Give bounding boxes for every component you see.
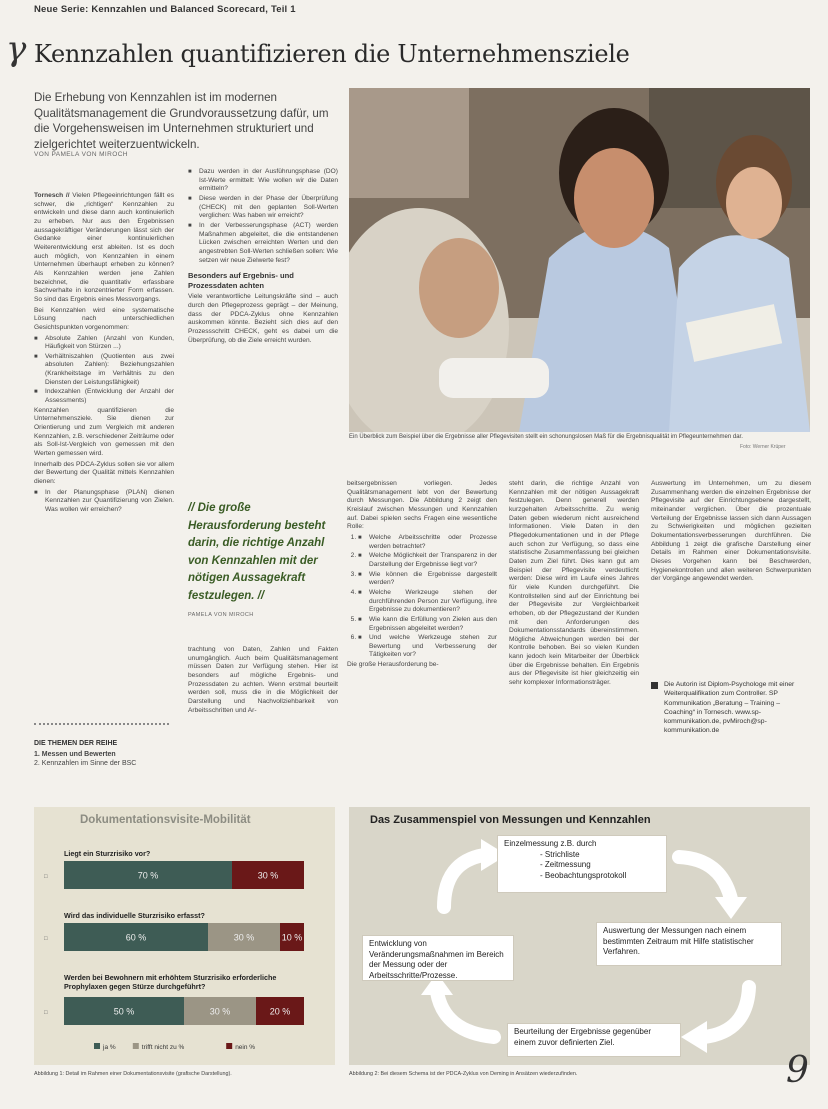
- diagram-title: Das Zusammenspiel von Messungen und Kennzahlen: [370, 814, 651, 826]
- col2b-paragraph: trachtung von Daten, Zahlen und Fakten unumgänglich. Auch beim Qualitätsmanagement müssen Daten zur Verfügung stehen. Hier ist besonders auf mögliche Ergebnis- und Prozessdaten zu achten. Wenn erstmal beurteilt werden soll, muss die in die Möglichkeit der Darstellung und Nachvollziehbarkeit von Arbeitsschritten und Ar-: [188, 646, 338, 714]
- article-column-2b: [188, 646, 338, 717]
- list-item: ■ Indexzahlen (Entwicklung der Anzahl der Assessments): [34, 388, 174, 405]
- category-label: Werden bei Bewohnern mit erhöhtem Sturzrisiko erforderliche Prophylaxen gegen Stürze durchgeführt?: [64, 973, 277, 991]
- photo-credit: Foto: Werner Krüper: [740, 444, 786, 450]
- arrow-head-bottom-right: [681, 1021, 707, 1053]
- list-item: ■ Verhältniszahlen (Quotienten aus zwei absoluten Zahlen): Beziehungszahlen (Krankheitstage im Verhältnis zu den Diensten der Leistungsfähigkeit): [34, 353, 174, 388]
- arrow-bottom-left: [437, 992, 494, 1037]
- figure-1-caption: Abbildung 1: Detail im Rahmen einer Dokumentationsvisite (grafische Darstellung).: [34, 1071, 232, 1077]
- col2-paragraph-1: Viele verantwortliche Leitungskräfte sind – auch durch den Pflegeprozess geprägt – der Meinung, dass der PDCA-Zyklus ohne Kennzahlen auskommen könnte. Bezieht sich dies auf den Prozessschritt CHECK, geht es dabei um die Überprüfung, ob die Ziele erreicht wurden.: [188, 293, 338, 344]
- row-marker: □: [44, 874, 48, 880]
- col5-paragraph: Auswertung im Unternehmen, um zu diesem Zusammenhang werden die einzelnen Ergebnisse der Pflegevisite auf der Einrichtungsebene dargestellt, miteinander verglichen. Über die prozentuale Verteilung der Ergebnisse lassen sich dann Aussagen zu Schwierigkeiten und möglichen gezielten Dokumentationsverbesserungen durchführen. Die Abbildung 1 zeigt die grafische Darstellung einer Details im Rahmen einer Dokumentationsvisite. Dieses Vorgehen kann bei Beschwerden, Hygienekontrollen und allen weiteren Schwerpunkten der Vorgänge angewendet werden.: [651, 480, 811, 583]
- arrow-bottom-right: [704, 987, 749, 1037]
- list-item: ■ 2. Welche Möglichkeit der Transparenz in der Darstellung der Ergebnisse liegt vor?: [358, 552, 497, 569]
- series-item-1: 1. Messen und Bewerten: [34, 751, 116, 758]
- author-info: Die Autorin ist Diplom-Psychologe mit einer Weiterqualifikation zum Controller. SP Kommunikation „Beratung – Training – Coaching“ in Tornesch. www.sp-kommunikation.de, pvMiroch@sp-kommunikation.de: [664, 681, 795, 735]
- measurement-item: - Strichliste: [540, 849, 580, 859]
- dateline: Tornesch //: [34, 192, 70, 199]
- list-item: ■ 1. Welche Arbeitsschritte oder Prozesse werden betrachtet?: [358, 534, 497, 551]
- list-item: ■ 4. Welche Werkzeuge stehen der durchführenden Person zur Verfügung, ihre Ergebnisse zu dokumentieren?: [358, 589, 497, 615]
- list-item: ■ 3. Wie können die Ergebnisse dargestellt werden?: [358, 571, 497, 588]
- legend-label: trifft nicht zu %: [141, 1044, 185, 1051]
- series-label: Neue Serie: Kennzahlen und Balanced Scorecard, Teil 1: [34, 4, 296, 15]
- legend-label: nein %: [235, 1044, 256, 1051]
- bar-value-label: 70 %: [137, 870, 159, 881]
- col1-paragraph-2: Bei Kennzahlen wird eine systematische Lösung nach unterschiedlichen Gesichtspunkten vorgenommen:: [34, 306, 174, 331]
- list-item: ■ 6. Und welche Werkzeuge stehen zur Bewertung und Verbesserung der Tätigkeiten vor?: [358, 634, 497, 660]
- bar-value-label: 10 %: [281, 932, 303, 943]
- legend-swatch: [133, 1043, 139, 1049]
- figure-2-caption: Abbildung 2: Bei diesem Schema ist der PDCA-Zyklus von Deming in Ansätzen wiederzufinden.: [349, 1071, 578, 1077]
- bar-value-label: 30 %: [257, 870, 279, 881]
- bar-value-label: 20 %: [269, 1006, 291, 1017]
- photo-illustration: [349, 88, 810, 432]
- list-item: ■ In der Verbesserungsphase (ACT) werden Maßnahmen abgeleitet, die die entstandenen Lücken zwischen erreichten Werten und den angestrebten Soll-Werten schließen sollen: Wie setzen wir neue Zielwerte fest?: [188, 222, 338, 265]
- headline: Kennzahlen quantifizieren die Unternehmensziele: [34, 40, 630, 68]
- page-number: 9: [786, 1050, 809, 1091]
- col3-paragraph-1: beitsergebnissen vorliegen. Jedes Qualitätsmanagement lebt von der Bewertung durch Messungen. Die Abbildung 2 zeigt den Kreislauf zwischen Messungen und Kennzahlen auf. Dabei spielen sechs Fragen eine wesentliche Rolle:: [347, 480, 497, 531]
- col1-paragraph-4: Innerhalb des PDCA-Zyklus sollen sie vor allem der Bewertung der Qualität mittels Kennzahlen dienen:: [34, 460, 174, 485]
- list-item: ■ In der Planungsphase (PLAN) dienen Kennzahlen zur Quantifizierung von Zielen. Was wollen wir erreichen?: [34, 489, 174, 515]
- bar-value-label: 50 %: [113, 1006, 135, 1017]
- article-column-3: [347, 480, 497, 672]
- arrow-head-top-right: [715, 897, 747, 919]
- col1-paragraph-1: Vielen Pflegeeinrichtungen fällt es schwer, die „richtigen“ Kennzahlen zu entwickeln und diese dann auch kontinuierlich zu erheben. Nur aus den Ergebnissen aussagekräftiger Veränderungen lässt sich der Gedanke einer kontinuierlichen Weiterentwicklung erst ableiten. Ist es doch auch möglich, von Kennzahlen in einem Unternehmen überhaupt erheben zu können? Als Kennzahlen werden jene Zahlen bezeichnet, die quantitativ erfassbare Sachverhalte in konzentrierter Form erfassen. So sind das Ergebnis eines Messvorgangs.: [34, 192, 175, 303]
- chart-title: Dokumentationsvisite-Mobilität: [80, 814, 251, 826]
- handwritten-mark: γ: [6, 29, 27, 69]
- bar-value-label: 30 %: [233, 932, 255, 943]
- box-improvement: Entwicklung von Veränderungsmaßnahmen im Bereich der Messung oder der Arbeitsschritte/Prozesse.: [362, 935, 514, 981]
- photo-nurses: [349, 88, 810, 432]
- row-marker: □: [44, 1010, 48, 1016]
- subheading: Besonders auf Ergebnis- und Prozessdaten achten: [188, 271, 294, 290]
- measurement-item: - Zeitmessung: [540, 860, 591, 869]
- pull-quote-source: PAMELA VON MIROCH: [188, 612, 254, 618]
- list-item: ■ 5. Wie kann die Erfüllung von Zielen aus den Ergebnissen abgeleitet werden?: [358, 616, 497, 633]
- photo-caption: Ein Überblick zum Beispiel über die Ergebnisse aller Pflegevisiten stellt ein schonungslosen Maß für die Ergebnisqualität im Pflegeunternehmen dar.: [349, 434, 743, 440]
- article-column-4: [509, 480, 639, 690]
- col4-paragraph: steht darin, die richtige Anzahl von Kennzahlen mit der nötigen Aussagekraft festzulegen. Denn generell werden kurzgehalten Arbeitsschritte. Zu wenig Daten geben wiederum nicht ausreichend Informationen. Viele Daten in den Pflegedokumentationen und in der Pflege auch schon zur Verfügung, so dass eine statistische Zusammenfassung bei gleichen Daten zum Ziel führt. Dies kann gut am Beispiel der Pflegevisite verdeutlicht werden: Diese wird im Laufe eines Jahres für viele Kunden durchgeführt. Die Kontrollstellen sind auf der Einrichtung bei der Pflegevisite zur Vergleichbarkeit erhoben, ob der Pflegezustand der Kunden mit den Anforderungen des Dokumentationsstandards übereinstimmen. Mögliche Abweichungen werden bei der Kontrolle behoben. Bei so vielen Kunden kann jedoch kein Mitarbeiter der Überblick über die Ergebnisse behalten. Ein Ergebnis aus der Pflegevisite ist hier gleichzeitig ein sehr komplexer Informationsträger.: [509, 480, 639, 687]
- legend-swatch: [94, 1043, 100, 1049]
- pdca-list-start: [34, 489, 174, 515]
- list-item: ■ Diese werden in der Phase der Überprüfung (CHECK) mit den geplanten Soll-Werten verglichen: Was haben wir erreicht?: [188, 195, 338, 221]
- pull-quote: // Die große Herausforderung besteht darin, die richtige Anzahl von Kennzahlen mit der nötigen Aussagekraft festzulegen. //: [188, 502, 326, 602]
- col1-paragraph-3: Kennzahlen quantifizieren die Unternehmensziele. Sie dienen zur Orientierung und zum Vergleich mit anderen Kennzahlen, z.B. verschiedener Zeiträume oder als Soll-Ist-Vergleich von gemessen mit den Werten gemessen wird.: [34, 406, 174, 458]
- arrow-top-left: [444, 855, 484, 907]
- bar-value-label: 60 %: [125, 932, 147, 943]
- list-item: ■ Dazu werden in der Ausführungsphase (DO) Ist-Werte ermittelt: Wie wollen wir die Daten ermitteln?: [188, 168, 338, 194]
- bar-value-label: 30 %: [209, 1006, 231, 1017]
- series-heading: DIE THEMEN DER REIHE: [34, 740, 118, 747]
- arrow-top-right: [679, 857, 731, 899]
- row-marker: □: [44, 936, 48, 942]
- legend-label: ja %: [103, 1044, 116, 1051]
- pdca-list: [188, 168, 338, 265]
- author-box: [651, 680, 811, 736]
- series-item-2: 2. Kennzahlen im Sinne der BSC: [34, 760, 137, 767]
- article-column-5: [651, 480, 811, 586]
- box-measurement: [497, 835, 667, 893]
- list-item: ■ Absolute Zahlen (Anzahl von Kunden, Häufigkeit von Stürzen ...): [34, 335, 174, 352]
- category-label: Liegt ein Sturzrisiko vor?: [64, 849, 151, 858]
- author-marker: [651, 682, 658, 689]
- byline: VON PAMELA VON MIROCH: [34, 151, 128, 158]
- col3-paragraph-2: Die große Herausforderung be-: [347, 661, 439, 669]
- box-measurement-title: Einzelmessung z.B. durch: [504, 839, 597, 848]
- box-assessment: Beurteilung der Ergebnisse gegenüber einem zuvor definierten Ziel.: [507, 1023, 681, 1057]
- kennzahlen-types-list: [34, 335, 174, 406]
- measurement-item: - Beobachtungsprotokoll: [540, 870, 627, 880]
- questions-list: [347, 534, 497, 660]
- series-list: [34, 750, 136, 768]
- separator-dots: [34, 723, 169, 725]
- intro-text: Die Erhebung von Kennzahlen ist im modernen Qualitätsmanagement die Grundvoraussetzung dafür, um die Vorgehensweisen im Unternehmen strukturiert und zielgerichtet weiterzuentwickeln.: [34, 91, 329, 151]
- article-column-1: [34, 192, 174, 516]
- stacked-bar-chart: [34, 807, 335, 1065]
- legend-swatch: [226, 1043, 232, 1049]
- article-column-2: [188, 168, 338, 347]
- box-measurement-items: [504, 850, 660, 882]
- box-evaluation: Auswertung der Messungen nach einem bestimmten Zeitraum mit Hilfe statistischer Verfahren.: [596, 922, 782, 966]
- category-label: Wird das individuelle Sturzrisiko erfasst?: [64, 911, 205, 920]
